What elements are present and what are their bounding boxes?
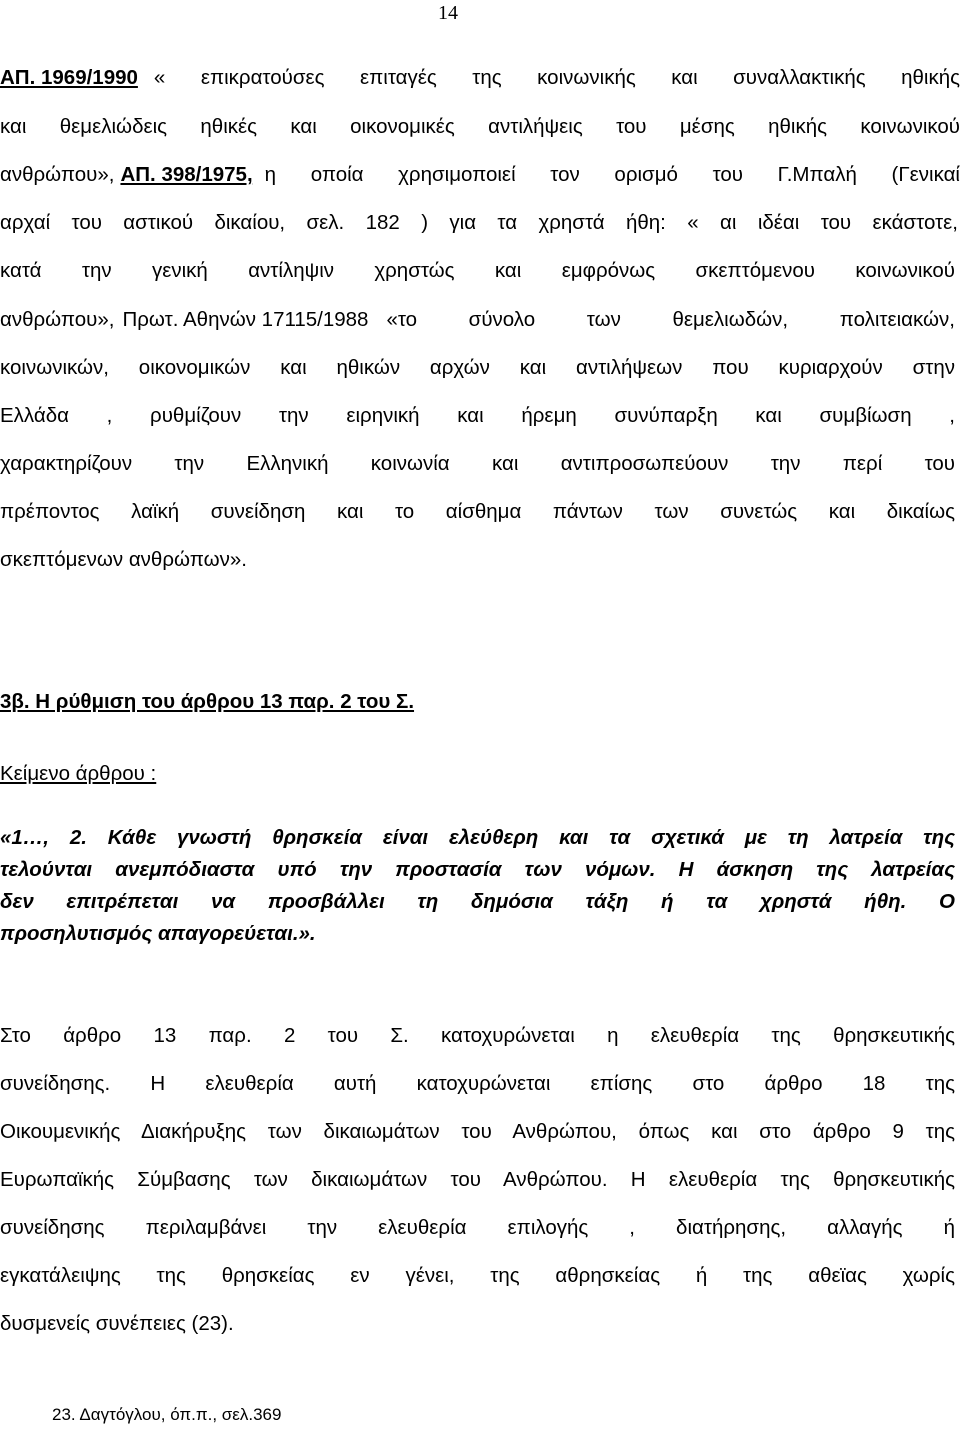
para1-line-2-text: και θεμελιώδεις ηθικές και οικονομικές αντιλήψεις του μέσης ηθικής κοινωνικού <box>0 115 960 138</box>
para2-line-6 <box>0 1264 960 1288</box>
para1-line-3-b: η οποία χρησιμοποιεί τον ορισμό του Γ.Μπαλή (Γενικαί <box>264 163 960 186</box>
para2-line-2 <box>0 1072 960 1096</box>
para2-line-3-text: Οικουμενικής Διακήρυξης των δικαιωμάτων του Ανθρώπου, όπως και στο άρθρο 9 της <box>0 1120 955 1143</box>
para2-line-4 <box>0 1168 960 1192</box>
para1-line-11-text: σκεπτόμενων ανθρώπων». <box>0 548 247 571</box>
case-reference-athens-text: Πρωτ. Αθηνών 17115/1988 <box>122 308 369 331</box>
quote-line-4-text: προσηλυτισμός απαγορεύεται.». <box>0 922 316 945</box>
para1-line-8 <box>0 404 960 428</box>
para1-line-3-a: ανθρώπου», <box>0 163 115 186</box>
quote-line-4 <box>0 922 960 946</box>
para1-line-1-text: « επικρατούσες επιταγές της κοινωνικής και συναλλακτικής ηθικής <box>153 66 960 89</box>
footnote: 23. Δαγτόγλου, όπ.π., σελ.369 <box>52 1405 282 1424</box>
para2-line-1 <box>0 1024 960 1048</box>
quote-line-3 <box>0 890 960 914</box>
para2-line-7 <box>0 1312 960 1336</box>
para1-line-4 <box>0 211 960 235</box>
case-reference-athens <box>122 308 368 332</box>
para2-line-3 <box>0 1120 960 1144</box>
quote-line-1 <box>0 826 960 850</box>
para1-line-9-text: χαρακτηρίζουν την Ελληνική κοινωνία και αντιπροσωπεύουν την περί του <box>0 452 955 475</box>
para1-line-9 <box>0 452 960 476</box>
para1-line-5 <box>0 259 960 283</box>
para1-line-7 <box>0 356 960 380</box>
case-reference-ap-398: ΑΠ. 398/1975, <box>120 163 253 186</box>
para2-line-6-text: εγκατάλειψης της θρησκείας εν γένει, της αθρησκείας ή της αθεϊας χωρίς <box>0 1264 955 1287</box>
quote-line-2 <box>0 858 960 882</box>
case-reference-ap-1969: ΑΠ. 1969/1990 <box>0 66 138 89</box>
article-text-subheading: Κείμενο άρθρου : <box>0 762 157 785</box>
para1-line-7-text: κοινωνικών, οικονομικών και ηθικών αρχών και αντιλήψεων που κυριαρχούν στην <box>0 356 955 379</box>
para1-line-6 <box>0 308 960 332</box>
para1-line-1 <box>0 66 960 90</box>
para1-line-10-text: πρέποντος λαϊκή συνείδηση και το αίσθημα πάντων των συνετώς και δικαίως <box>0 500 955 523</box>
quote-line-3-text: δεν επιτρέπεται να προσβάλλει τη δημόσια τάξη ή τα χρηστά ήθη. Ο <box>0 890 955 913</box>
para2-line-4-text: Ευρωπαϊκής Σύμβασης των δικαιωμάτων του Ανθρώπου. Η ελευθερία της θρησκευτικής <box>0 1168 955 1191</box>
para2-line-1-text: Στο άρθρο 13 παρ. 2 του Σ. κατοχυρώνεται η ελευθερία της θρησκευτικής <box>0 1024 955 1047</box>
para1-line-11 <box>0 548 960 572</box>
para1-line-5-text: κατά την γενική αντίληψιν χρηστώς και εμφρόνως σκεπτόμενου κοινωνικού <box>0 259 955 282</box>
para1-line-10 <box>0 500 960 524</box>
para1-line-3 <box>0 163 960 187</box>
para1-line-6-b: «το σύνολο των θεμελιωδών, πολιτειακών, <box>386 308 955 331</box>
para2-line-5-text: συνείδησης περιλαμβάνει την ελευθερία επιλογής , διατήρησης, αλλαγής ή <box>0 1216 955 1239</box>
quote-line-1-text: «1…, 2. Κάθε γνωστή θρησκεία είναι ελεύθερη και τα σχετικά με τη λατρεία της <box>0 826 955 849</box>
para1-line-6-a: ανθρώπου», <box>0 308 115 331</box>
para2-line-7-text: δυσμενείς συνέπειες (23). <box>0 1312 234 1335</box>
section-title: 3β. Η ρύθμιση του άρθρου 13 παρ. 2 του Σ. <box>0 690 415 713</box>
para2-line-5 <box>0 1216 960 1240</box>
para1-line-2 <box>0 115 960 139</box>
para2-line-2-text: συνείδησης. Η ελευθερία αυτή κατοχυρώνεται επίσης στο άρθρο 18 της <box>0 1072 955 1095</box>
para1-line-8-text: Ελλάδα , ρυθμίζουν την ειρηνική και ήρεμη συνύπαρξη και συμβίωση , <box>0 404 955 427</box>
quote-line-2-text: τελούνται ανεμπόδιαστα υπό την προστασία των νόμων. Η άσκηση της λατρείας <box>0 858 955 881</box>
page-number: 14 <box>438 2 458 24</box>
para1-line-4-text: αρχαί του αστικού δικαίου, σελ. 182 ) για τα χρηστά ήθη: « αι ιδέαι του εκάστοτε, <box>0 211 958 234</box>
